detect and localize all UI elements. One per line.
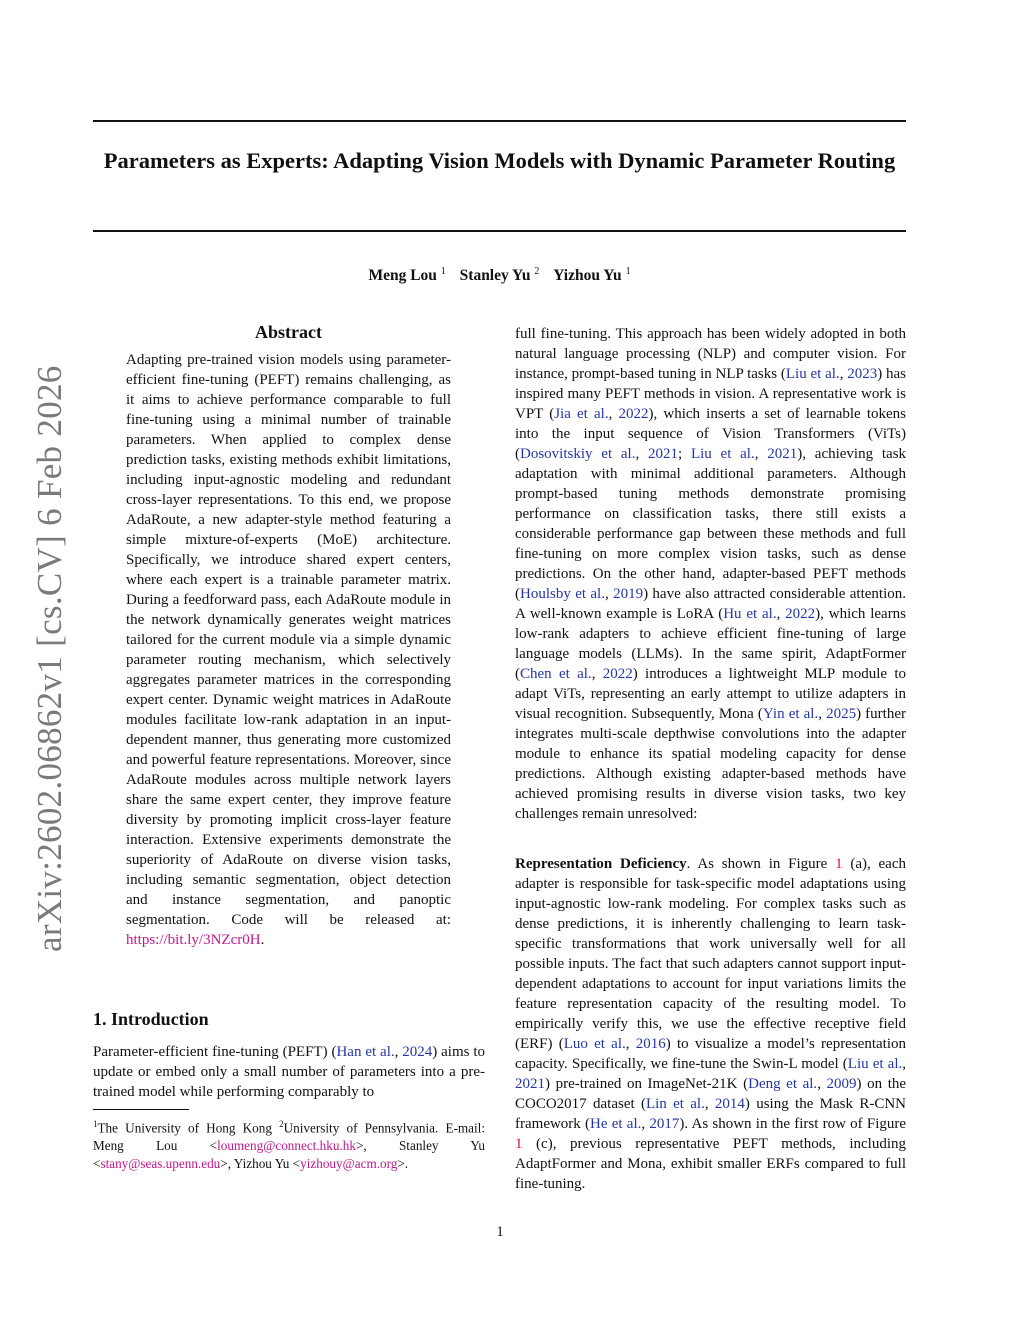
- introduction-paragraph-continued: full fine-tuning. This approach has been widely adopted in both natural language processing (NLP) and computer vision. For instance, prompt-based tuning in NLP tasks (Liu et al., 2023) has inspired many PEFT methods in vision. A representative work is VPT (Jia et al., 2022), which inserts a set of learnable tokens into the input sequence of Vision Transformers (ViTs) (Dosovitskiy et al., 2021; Liu et al., 2021), achieving task adaptation with minimal additional parameters. Although prompt-based tuning methods demonstrate promising performance on classification tasks, there still exists a considerable performance gap between these methods and full fine-tuning on more complex vision tasks, such as dense predictions. On the other hand, adapter-based PEFT methods (Houlsby et al., 2019) have also attracted considerable attention. A well-known example is LoRA (Hu et al., 2022), which learns low-rank adapters to achieve efficient fine-tuning of large language models (LLMs). In the same spirit, AdaptFormer (Chen et al., 2022) introduces a lightweight MLP module to adapt ViTs, representing an early attempt to utilize adapters in visual recognition. Subsequently, Mona (Yin et al., 2025) further integrates multi-scale depthwise convolutions into the adapter module to enhance its spatial modeling capacity for dense predictions. Although existing adapter-based methods have achieved promising results in diverse vision tasks, two key challenges remain unresolved:: [515, 326, 907, 822]
- citation-year-link[interactable]: 2021: [648, 446, 678, 462]
- title-bottom-rule: [93, 230, 906, 232]
- paragraph-run-in-heading: Representation Deficiency: [515, 856, 687, 872]
- footnote-rule: [93, 1109, 189, 1110]
- representation-deficiency-paragraph: Representation Deficiency. As shown in Figure 1 (a), each adapter is responsible for task-specific model adaptations using input-agnostic low-rank modeling. For complex tasks such as dense predictions, it is inherently challenging to learn task-specific transformations that work universally well for all possible inputs. The fact that such adapters cannot support input-dependent adaptations to account for input variations limits the feature representation capacity of the resulting model. To empirically verify this, we use the effective receptive field (ERF) (Luo et al., 2016) to visualize a model’s representation capacity. Specifically, we fine-tune the Swin-L model (Liu et al., 2021) pre-trained on ImageNet-21K (Deng et al., 2009) on the COCO2017 dataset (Lin et al., 2014) using the Mask R-CNN framework (He et al., 2017). As shown in the first row of Figure 1 (c), previous representative PEFT methods, including AdaptFormer and Mona, exhibit smaller ERFs compared to full fine-tuning.: [515, 856, 907, 1192]
- citation-link[interactable]: Jia et al.: [554, 406, 609, 422]
- citation-year-link[interactable]: 2022: [785, 606, 816, 622]
- title-top-rule: [93, 120, 906, 122]
- code-link[interactable]: https://bit.ly/3NZcr0H: [126, 932, 261, 948]
- citation-link[interactable]: Dosovitskiy et al.: [520, 446, 636, 462]
- email-link[interactable]: yizhouy@acm.org: [300, 1156, 398, 1172]
- abstract-heading: Abstract: [255, 322, 322, 342]
- citation-year-link[interactable]: 2019: [613, 586, 644, 602]
- citation-year-link[interactable]: 2023: [847, 366, 878, 382]
- citation-link[interactable]: He et al.: [590, 1116, 642, 1132]
- citation-year-link[interactable]: 2022: [602, 666, 633, 682]
- citation-link[interactable]: Deng et al.: [748, 1076, 818, 1092]
- abstract-body: Adapting pre-trained vision models using parameter-efficient fine-tuning (PEFT) remains challenging, as it aims to achieve performance comparable to full fine-tuning using a minimal number of trainable parameters. When applied to complex dense prediction tasks, existing methods exhibit limitations, including input-agnostic modeling and redundant cross-layer representations. To this end, we propose AdaRoute, a new adapter-style method featuring a simple mixture-of-experts (MoE) architecture. Specifically, we introduce shared expert centers, where each expert is a trainable parameter matrix. During a feedforward pass, each AdaRoute module in the network dynamically generates weight matrices tailored for the current module via a simple dynamic parameter routing mechanism, which selectively aggregates parameter matrices in the corresponding expert center. Dynamic weight matrices in AdaRoute modules facilitate low-rank adaptation in an input-dependent manner, thus generating more customized and powerful feature representations. Moreover, since AdaRoute modules across multiple network layers share the same expert center, they improve feature diversity by promoting implicit cross-layer feature interaction. Extensive experiments demonstrate the superiority of AdaRoute on diverse vision tasks, including semantic segmentation, object detection and instance segmentation, and panoptic segmentation. Code will be released at: https://bit.ly/3NZcr0H.: [126, 352, 451, 948]
- citation-year-link[interactable]: 2022: [618, 406, 649, 422]
- citation-link[interactable]: Chen et al.: [520, 666, 592, 682]
- citation-link[interactable]: Lin et al.: [645, 1096, 705, 1112]
- citation-year-link[interactable]: 2024: [402, 1044, 433, 1060]
- citation-link[interactable]: Yin et al.: [762, 706, 819, 722]
- citation-year-link[interactable]: 2009: [826, 1076, 857, 1092]
- introduction-heading: 1. Introduction: [93, 1009, 209, 1029]
- figure-reference-link[interactable]: 1: [835, 856, 843, 872]
- citation-link[interactable]: Liu et al.: [785, 366, 840, 382]
- citation-link[interactable]: Liu et al.: [690, 446, 755, 462]
- citation-link[interactable]: Hu et al.: [723, 606, 777, 622]
- author: Meng Lou $^1$: [368, 266, 446, 285]
- author-list: [93, 266, 906, 285]
- author: Yizhou Yu $^1$: [553, 266, 631, 285]
- arxiv-identifier-stamp: arXiv:2602.06862v1 [cs.CV] 6 Feb 2026: [30, 365, 69, 952]
- page-number: 1: [496, 1224, 504, 1240]
- citation-link[interactable]: Luo et al.: [563, 1036, 626, 1052]
- affiliation-footnote: $^1$The University of Hong Kong $^2$University of Pennsylvania. E-mail: Meng Lou <loumeng@connect.hku.hk>, Stanley Yu <stany@seas.upenn.edu>, Yizhou Yu <yizhouy@acm.org>.: [93, 1119, 485, 1172]
- citation-link[interactable]: Han et al.: [336, 1044, 395, 1060]
- citation-year-link[interactable]: 2025: [826, 706, 857, 722]
- figure-reference-link[interactable]: 1: [515, 1136, 523, 1152]
- citation-link[interactable]: Liu et al.: [847, 1056, 903, 1072]
- email-link[interactable]: stany@seas.upenn.edu: [100, 1156, 221, 1172]
- email-link[interactable]: loumeng@connect.hku.hk: [217, 1138, 356, 1154]
- citation-year-link[interactable]: 2021: [767, 446, 798, 462]
- author: Stanley Yu $^2$: [459, 266, 540, 285]
- citation-link[interactable]: Houlsby et al.: [520, 586, 605, 602]
- citation-year-link[interactable]: 2017: [649, 1116, 680, 1132]
- citation-year-link[interactable]: 2014: [714, 1096, 745, 1112]
- citation-year-link[interactable]: 2016: [635, 1036, 666, 1052]
- introduction-paragraph: Parameter-efficient fine-tuning (PEFT) (Han et al., 2024) aims to update or embed only a small number of parameters into a pre-trained model while performing comparably to: [93, 1044, 486, 1100]
- citation-year-link[interactable]: 2021: [515, 1076, 545, 1092]
- paper-title: Parameters as Experts: Adapting Vision Models with Dynamic Parameter Routing: [103, 148, 896, 173]
